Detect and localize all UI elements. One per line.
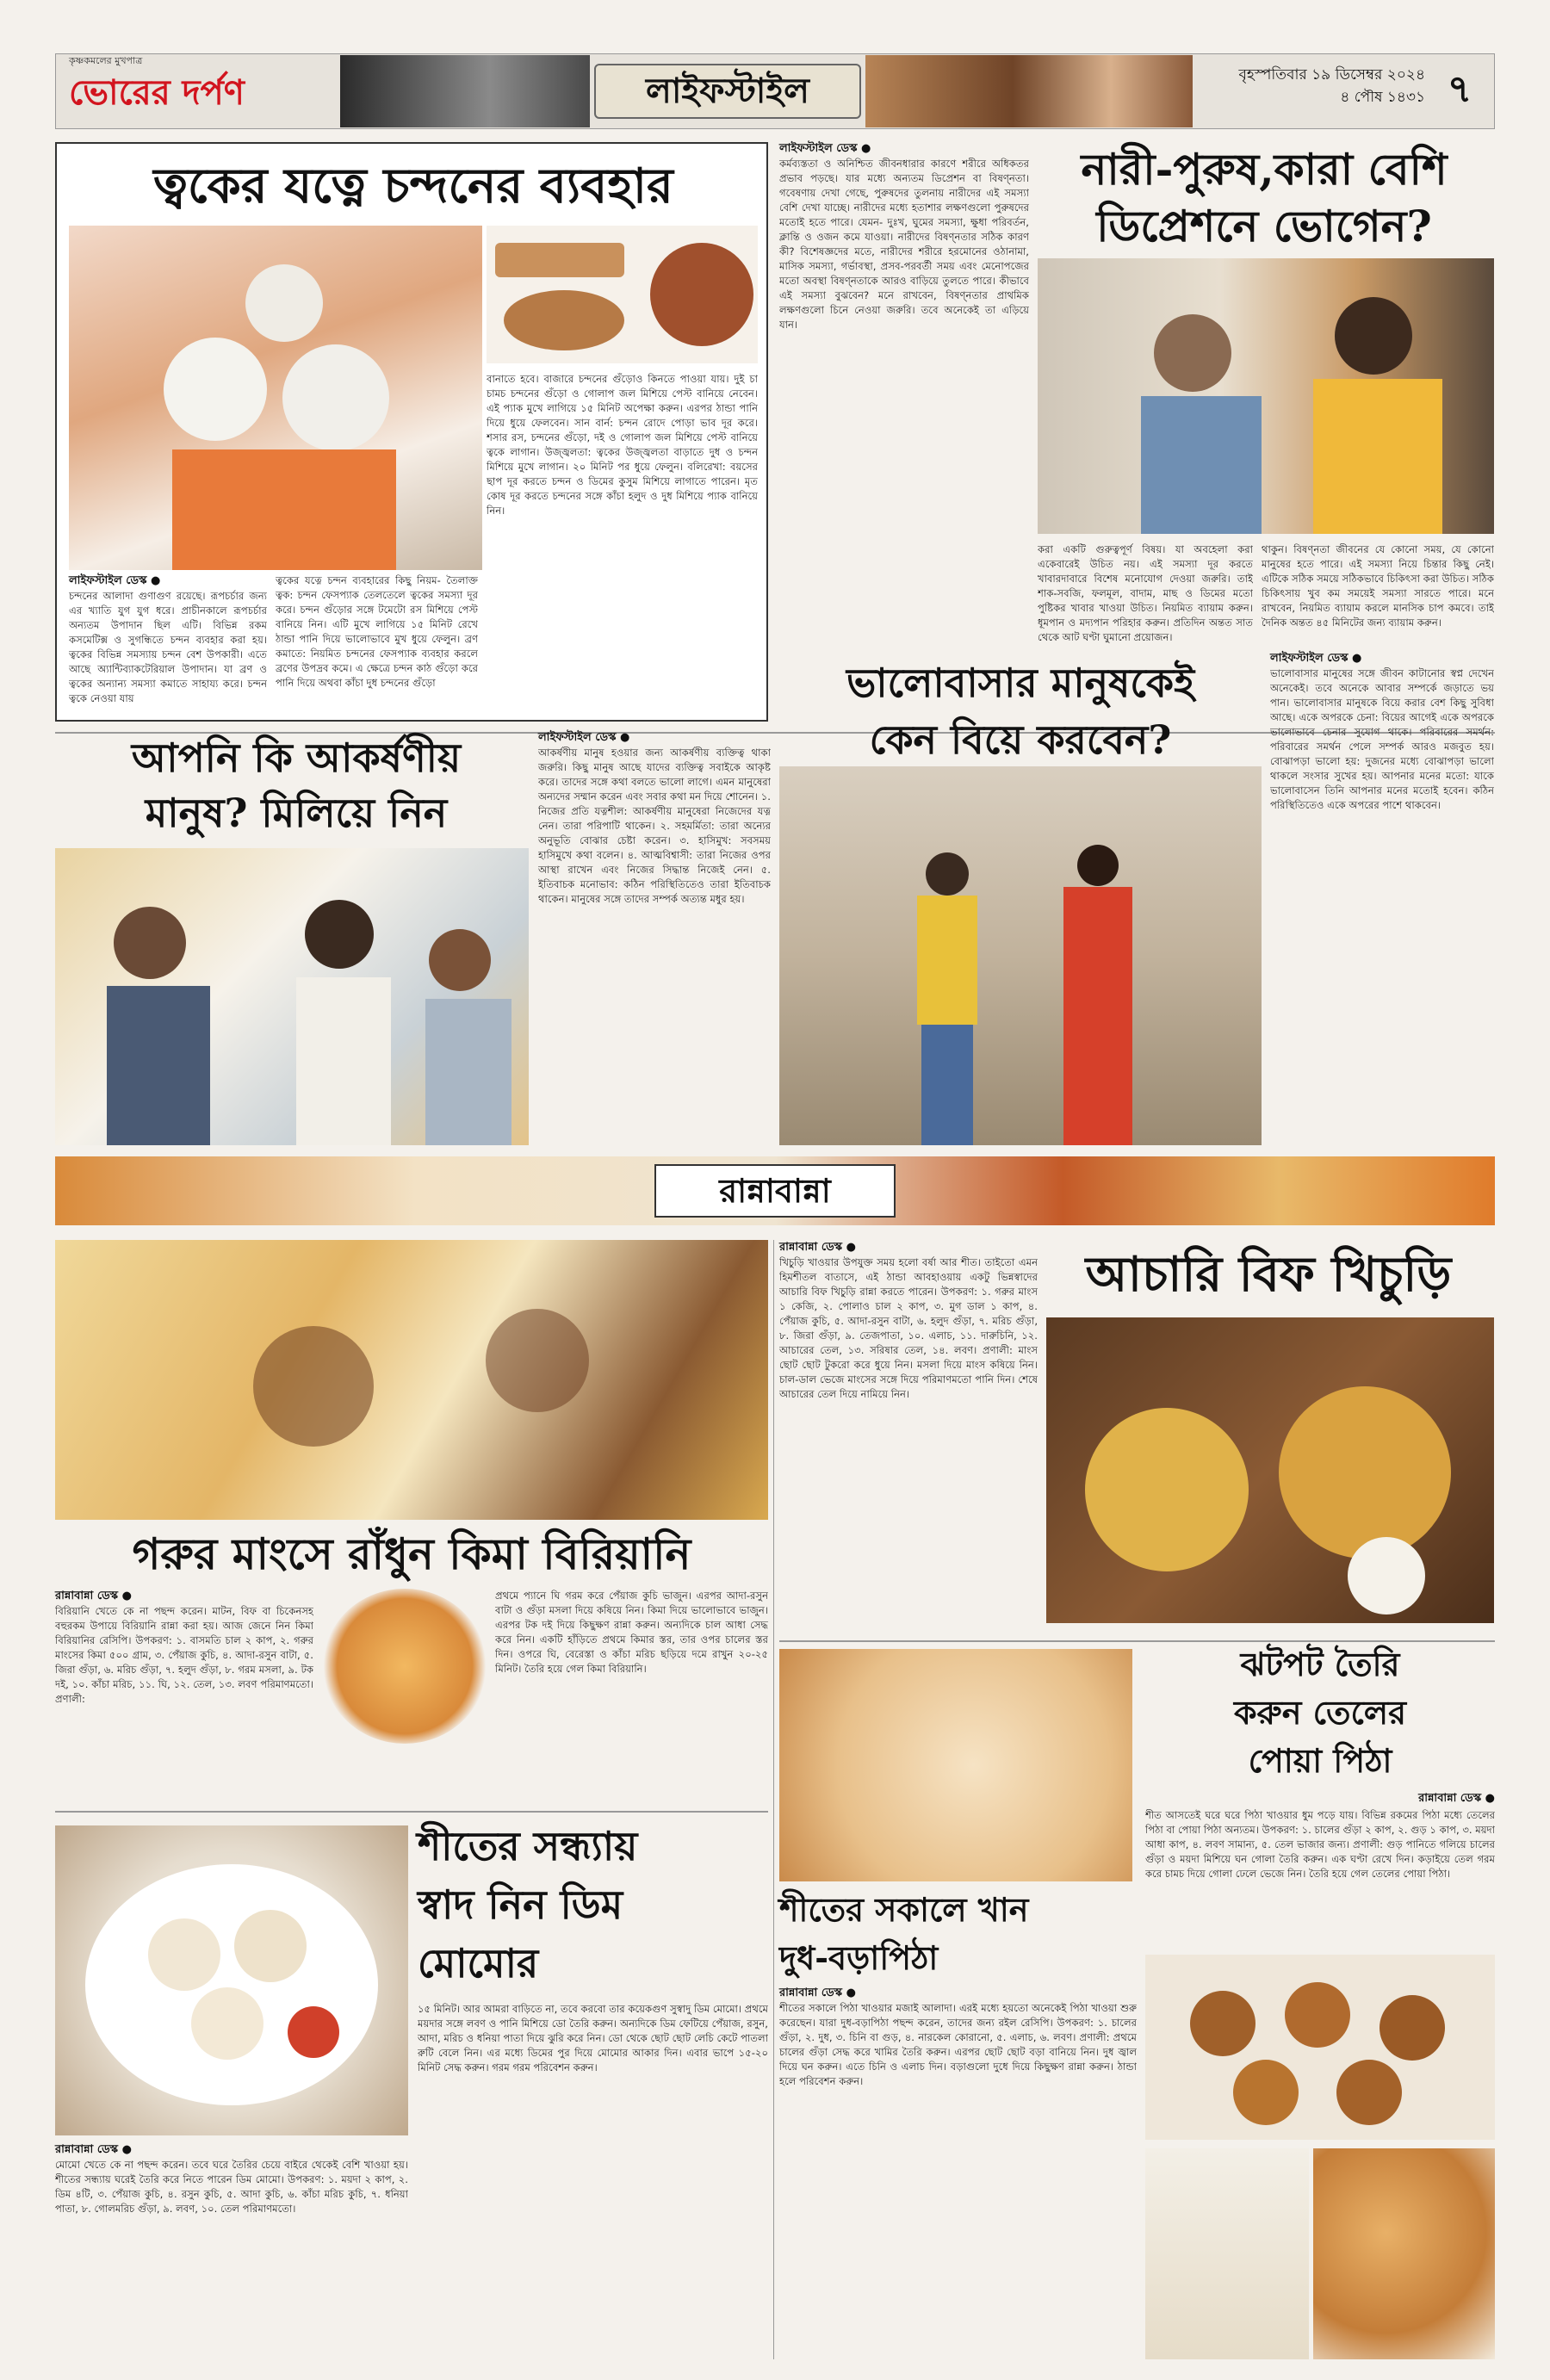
marriage-headline-line2: কেন বিয়ে করবেন?: [869, 716, 1172, 763]
poa-pitha-photo: [1145, 1955, 1495, 2140]
milk-glass-photo: [1145, 2148, 1309, 2359]
sandal-col-1: চন্দনের আলাদা গুণাগুণ রয়েছে। রূপচর্চার জন্য এর খ্যাতি যুগ যুগ ধরে। প্রাচীনকালে রূপচর্চার অন্যতম উপাদান ছিল এটি। বিভিন্ন রকম কসমেটিক্স ও সুগন্ধিতে চন্দন ব্যবহার করা হয়। ত্বকের বিভিন্ন সমস্যায় চন্দন বেশ উপকারী। এতে আছে অ্যান্টিব্যাকটেরিয়াল উপাদান। যা ব্রণ ও ত্বকের অন্যান্য সমস্যা কমাতে সাহায্য করে। চন্দন ত্বকে নেওয়া যায়: [69, 590, 267, 704]
attractive-byline: লাইফস্টাইল ডেস্ক ●: [538, 731, 630, 744]
couple-walking-illustration: [779, 766, 1262, 1145]
masthead-photo-hair: [340, 55, 590, 127]
doodh-pitha-byline: রান্নাবান্না ডেস্ক ●: [779, 1986, 856, 1999]
issue-date: [1201, 64, 1425, 108]
face-mask-illustration: [69, 226, 482, 570]
biryani-col-2: প্রথমে প্যানে ঘি গরম করে পেঁয়াজ কুচি ভাজুন। এরপর আদা-রসুন বাটা ও গুঁড়া মসলা দিয়ে কষিয়ে নিন। কিমা দিয়ে ভালোভাবে ভাজুন। এরপর টক দই দিয়ে কিছুক্ষণ রান্না করুন। অন্যদিকে চাল আধা সেদ্ধ করে নিন। একটি হাঁড়িতে প্রথমে কিমার স্তর, তার ওপর চালের স্তর দিন। ওপরে ঘি, বেরেস্তা ও কাঁচা মরিচ ছড়িয়ে দমে রাখুন ২০-২৫ মিনিট। তৈরি হয়ে গেল কিমা বিরিয়ানি।: [495, 1590, 768, 1675]
newspaper-logo: [69, 55, 327, 119]
biryani-photo: [55, 1240, 768, 1520]
depression-headline-line1: নারী-পুরুষ,কারা বেশি: [1081, 144, 1448, 195]
biryani-col-1: বিরিয়ানি খেতে কে না পছন্দ করেন। মাটন, বিফ বা চিকেনসহ বহুরকম উপায়ে বিরিয়ানি রান্না করা হয়। আজ জেনে নিন কিমা বিরিয়ানির রেসিপি। উপকরণ: ১. বাসমতি চাল ২ কাপ, ২. গরুর মাংসের কিমা ৫০০ গ্রাম, ৩. পেঁয়াজ কুচি, ৪. আদা-রসুন বাটা, ৫. জিরা গুঁড়া, ৬. মরিচ গুঁড়া, ৭. হলুদ গুঁড়া, ৮. গরম মসলা, ৯. টক দই, ১০. কাঁচা মরিচ, ১১. ঘি, ১২. তেল, ১৩. লবণ পরিমাণমতো। প্রণালী:: [55, 1605, 313, 1705]
doodh-pitha-photo: [779, 1649, 1132, 1881]
momo-photo: [55, 1825, 408, 2135]
poa-pitha-headline-line2: করুন তেলের: [1233, 1693, 1407, 1732]
attractive-photo: [55, 848, 529, 1145]
momo-col-2: ১৫ মিনিট। আর আমরা বাড়িতে না, তবে করবো তার কয়েকগুণ সুস্বাদু ডিম মোমো। প্রথমে ময়দার সঙ্গে লবণ ও পানি মিশিয়ে ডো তৈরি করুন। অন্যদিকে ডিম ফেটিয়ে পেঁয়াজ, রসুন, আদা, মরিচ ও ধনিয়া পাতা দিয়ে ঝুরি করে নিন। ডো থেকে ছোট ছোট লেচি কেটে পাতলা রুটি বেলে নিন। এর মধ্যে ডিমের পুর দিয়ে মোমোর আকার দিন। এবার ভাপে ১৫-২০ মিনিট সেদ্ধ করুন। গরম গরম পরিবেশন করুন।: [418, 2003, 768, 2073]
khichuri-body: খিচুড়ি খাওয়ার উপযুক্ত সময় হলো বর্ষা আর শীত। তাইতো এমন হিমশীতল বাতাসে, এই ঠান্ডা আবহাওয়ায় একটু ভিন্নস্বাদের আচারি বিফ খিচুড়ি রান্না করতে পারেন। উপকরণ: ১. গরুর মাংস ১ কেজি, ২. পোলাও চাল ২ কাপ, ৩. মুগ ডাল ১ কাপ, ৪. পেঁয়াজ কুচি, ৫. আদা-রসুন বাটা, ৬. হলুদ গুঁড়া, ৭. মরিচ গুঁড়া, ৮. জিরা গুঁড়া, ৯. তেজপাতা, ১০. এলাচ, ১১. দারুচিনি, ১২. আচারের তেল, ১৩. সরিষার তেল, ১৪. লবণ। প্রণালী: মাংস ছোট ছোট টুকরো করে ধুয়ে নিন। মসলা দিয়ে মাংস কষিয়ে নিন। চাল-ডাল ভেজে মাংসের সঙ্গে দিয়ে পরিমাণমতো পানি দিন। শেষে আচারের তেল দিয়ে নামিয়ে নিন।: [779, 1256, 1038, 1400]
khichuri-photo: [1046, 1317, 1494, 1623]
doodh-pitha-headline-line2: দুধ-বড়াপিঠা: [779, 1938, 939, 1977]
attractive-headline-line2: মানুষ? মিলিয়ে নিন: [145, 790, 448, 836]
sandal-photo: [69, 226, 482, 570]
poa-pitha-headline-line1: ঝটপট তৈরি: [1240, 1645, 1400, 1683]
column-divider: [773, 1240, 774, 2359]
momo-col-1: মোমো খেতে কে না পছন্দ করেন। তবে ঘরে তৈরির চেয়ে বাইরে থেকেই বেশি খাওয়া হয়। শীতের সন্ধ্যায় ঘরেই তৈরি করে নিতে পারেন ডিম মোমো। উপকরণ: ১. ময়দা ২ কাপ, ২. ডিম ৪টি, ৩. পেঁয়াজ কুচি, ৪. রসুন কুচি, ৫. আদা কুচি, ৬. কাঁচা মরিচ কুচি, ৭. ধনিয়া পাতা, ৮. গোলমরিচ গুঁড়া, ৯. লবণ, ১০. তেল পরিমাণমতো।: [55, 2159, 408, 2215]
poa-pitha-headline-line3: পোয়া পিঠা: [1248, 1741, 1392, 1780]
section-label: লাইফস্টাইল: [594, 64, 861, 119]
issue-date-gregorian: বৃহস্পতিবার ১৯ ডিসেম্বর ২০২৪: [1238, 66, 1425, 84]
divider-left-bottom: [55, 1811, 768, 1813]
sandal-byline: লাইফস্টাইল ডেস্ক ●: [69, 574, 161, 587]
khichuri-byline: রান্নাবান্না ডেস্ক ●: [779, 1241, 856, 1254]
sandal-col-3: বানাতে হবে। বাজারে চন্দনের গুঁড়োও কিনতে পাওয়া যায়। দুই চা চামচ চন্দনের গুঁড়ো ও গোলাপ জল মিশিয়ে পেস্ট বানিয়ে নেবেন। এই প্যাক মুখে লাগিয়ে ১৫ মিনিট অপেক্ষা করুন। এরপর ঠান্ডা পানি দিয়ে ধুয়ে ফেলবেন। সান বার্ন: চন্দন রোদে পোড়া ভাব দূর করে। শসার রস, চন্দনের গুঁড়ো, দই ও গোলাপ জল মিশিয়ে পেস্ট বানিয়ে ত্বকে লাগান। উজ্জ্বলতা: ত্বকের উজ্জ্বলতা বাড়াতে দুধ ও চন্দন মিশিয়ে মুখে লাগান। ২০ মিনিট পর ধুয়ে ফেলুন। বলিরেখা: বয়সের ছাপ দূর করতে চন্দন ও ডিমের কুসুম মিশিয়ে লাগাতে পারেন। মৃত কোষ দূর করতে চন্দনের সঙ্গে কাঁচা হলুদ ও দুধ মিশিয়ে প্যাক বানিয়ে নিন।: [487, 373, 758, 517]
biryani-headline: গরুর মাংসে রাঁধুন কিমা বিরিয়ানি: [132, 1528, 691, 1579]
momo-byline: রান্নাবান্না ডেস্ক ●: [55, 2143, 132, 2156]
doodh-pitha-body: শীতের সকালে পিঠা খাওয়ার মজাই আলাদা। এরই মধ্যে হয়তো অনেকেই পিঠা খাওয়া শুরু করেছেন। যারা দুধ-বড়াপিঠা পছন্দ করেন, তাদের জন্য রইল রেসিপি। উপকরণ: ১. চালের গুঁড়া, ২. দুধ, ৩. চিনি বা গুড়, ৪. নারকেল কোরানো, ৫. এলাচ, ৬. লবণ। প্রণালী: প্রথমে চালের গুঁড়া সেদ্ধ করে খামির তৈরি করুন। এরপর ছোট ছোট বড়া বানিয়ে নিন। দুধ জ্বাল দিয়ে ঘন করুন। এতে চিনি ও এলাচ দিন। বড়াগুলো দুধে দিয়ে কিছুক্ষণ রান্না করুন। ঠান্ডা হলে পরিবেশন করুন।: [779, 2002, 1137, 2087]
marriage-headline-line1: ভালোবাসার মানুষকেই: [846, 660, 1194, 706]
depression-byline: লাইফস্টাইল ডেস্ক ●: [779, 142, 871, 155]
marriage-photo: [779, 766, 1262, 1145]
biryani-byline: রান্নাবান্না ডেস্ক ●: [55, 1590, 132, 1602]
issue-date-bengali: ৪ পৌষ ১৪৩১: [1340, 89, 1425, 106]
poa-pitha-byline: রান্নাবান্না ডেস্ক ●: [1418, 1792, 1495, 1805]
momo-headline-line1: শীতের সন্ধ্যায়: [418, 1823, 638, 1869]
rice-texture-illustration: [55, 1240, 768, 1520]
fried-pitha-illustration: [1145, 1955, 1495, 2140]
attractive-headline-line1: আপনি কি আকর্ষণীয়: [131, 734, 462, 781]
khichuri-headline: আচারি বিফ খিচুড়ি: [1085, 1246, 1452, 1303]
masthead-photo-beauty: [865, 55, 1193, 127]
sandalwood-illustration: [487, 226, 758, 363]
doodh-pitha-headline-line1: শীতের সকালে খান: [779, 1890, 1029, 1929]
khichuri-bowls-illustration: [1046, 1317, 1494, 1623]
logo-tagline: কৃষ্ণকমলের মুখপাত্র: [69, 55, 143, 66]
marriage-byline: লাইফস্টাইল ডেস্ক ●: [1270, 652, 1362, 665]
depression-col-3: থাকুন। বিষণ্নতা জীবনের যে কোনো সময়, যে কোনো মানুষের হতে পারে। এই সমস্যা নিয়ে চিন্তার কিছু নেই। এটিকে সঠিক সময়ে সঠিকভাবে চিকিৎসা করা উচিত। সঠিক চিকিৎসায় খুব কম সময়েই সমস্যা সারতে পারে। মনে রাখবেন, নিয়মিত ব্যায়াম করলে মানসিক চাপ কমবে। তাই দৈনিক অন্তত ৪৫ মিনিটের জন্য ব্যায়াম করুন।: [1262, 543, 1494, 629]
sandal-col-2: ত্বকের যত্নে চন্দন ব্যবহারের কিছু নিয়ম- তৈলাক্ত ত্বক: চন্দন ফেসপ্যাক তেলতেলে ত্বকের সমস্যা দূর করে। চন্দন গুঁড়োর সঙ্গে টমেটো রস মিশিয়ে পেস্ট বানিয়ে নিন। এটি মুখে লাগিয়ে ১৫ মিনিট রেখে ঠান্ডা পানি দিয়ে ভালোভাবে মুখ ধুয়ে ফেলুন। ব্রণ কমাতে: নিয়মিত চন্দনের ফেসপ্যাক ব্যবহার করলে ব্রণের উপদ্রব কমে। এ ক্ষেত্রে চন্দন কাঠ গুঁড়ো করে পানি দিয়ে অথবা কাঁচা দুধ চন্দনের গুঁড়ো: [276, 574, 478, 689]
momo-headline-line2: স্বাদ নিন ডিম: [418, 1881, 623, 1928]
depression-col-2: করা একটি গুরুত্বপূর্ণ বিষয়। যা অবহেলা করা একেবারেই উচিত নয়। এই সমস্যা দূর করতে খাবারদাবারে বিশেষ মনোযোগ দেওয়া জরুরি। তাই শাক-সবজি, ফলমূল, বাদাম, মাছ ও ডিমের মতো পুষ্টিকর খাবার খাওয়া উচিত। নিয়মিত ব্যায়াম করুন। ধূমপান ও মদ্যপান পরিহার করুন। প্রতিদিন অন্তত সাত থেকে আট ঘণ্টা ঘুমানো প্রয়োজন।: [1038, 543, 1253, 643]
biryani-bowl-photo: [323, 1589, 487, 1744]
marriage-body: ভালোবাসার মানুষের সঙ্গে জীবন কাটানোর স্বপ্ন দেখেন অনেকেই। তবে অনেকে আবার সম্পর্কে জড়াতে ভয় পান। ভালোবাসার মানুষকে বিয়ে করার বেশ কিছু সুবিধা আছে। একে অপরকে চেনা: বিয়ের আগেই একে অপরকে ভালোভাবে চেনার সুযোগ থাকে। পরিবারের সমর্থন: পরিবারের সমর্থন পেলে সম্পর্ক আরও মজবুত হয়। বোঝাপড়া ভালো হয়: দুজনের মধ্যে বোঝাপড়া ভালো থাকলে সংসার সুখের হয়। আপনার মনের মতো: যাকে ভালোবাসেন তিনি আপনার মনের মতোই হবেন। কঠিন পরিস্থিতিতেও একে অপরের পাশে থাকবেন।: [1270, 667, 1494, 811]
meeting-illustration: [55, 848, 529, 1145]
food-section-label: রান্নাবান্না: [654, 1164, 896, 1218]
page-number: ৭: [1447, 67, 1472, 111]
momo-plate-illustration: [55, 1825, 408, 2135]
momo-headline-line3: মোমোর: [418, 1940, 539, 1986]
couple-illustration: [1038, 258, 1494, 534]
depression-col-1: কর্মব্যস্ততা ও অনিশ্চিত জীবনধারার কারণে শরীরে অধিকতর প্রভাব পড়ছে। যার মধ্যে অন্যতম ডিপ্রেশন বা বিষণ্নতা। গবেষণায় দেখা গেছে, পুরুষদের তুলনায় নারীদের এই সমস্যা বেশি দেখা যাচ্ছে। নারীদের মধ্যে হতাশার লক্ষণগুলো পুরুষদের মতোই হতে পারে। যেমন- দুঃখ, ঘুমের সমস্যা, ক্ষুধা পরিবর্তন, ক্লান্তি ও ওজন কমে যাওয়া। নারীদের বিষণ্নতার সঠিক কারণ কী? বিশেষজ্ঞদের মতে, নারীদের শরীরে হরমোনের ওঠানামা, মাসিক সমস্যা, গর্ভাবস্থা, প্রসব-পরবর্তী সময় এবং মেনোপজের মতো অবস্থা বিষণ্নতাকে আরও বাড়িয়ে তুলতে পারে। কীভাবে এই সমস্যা বুঝবেন? মনে রাখবেন, বিষণ্নতার প্রাথমিক লক্ষণগুলো চিনে নেওয়া জরুরি। তবে অনেকেই তা এড়িয়ে যান।: [779, 158, 1029, 331]
sandalwood-powder-photo: [487, 226, 758, 363]
attractive-body: আকর্ষণীয় মানুষ হওয়ার জন্য আকর্ষণীয় ব্যক্তিত্ব থাকা জরুরি। কিছু মানুষ আছে যাদের ব্যক্তিত্ব সবাইকে আকৃষ্ট করে। তাদের সঙ্গে কথা বলতে ভালো লাগে। এমন মানুষেরা অন্যদের সম্মান করেন এবং সবার কথা মন দিয়ে শোনেন। ১. নিজের প্রতি যত্নশীল: আকর্ষণীয় মানুষেরা নিজেদের যত্ন নেন। তারা পরিপাটি থাকেন। ২. সহমর্মিতা: তারা অন্যের অনুভূতি বোঝার চেষ্টা করেন। ৩. হাসিমুখ: সবসময় হাসিমুখে কথা বলেন। ৪. আত্মবিশ্বাসী: তারা নিজের ওপর আস্থা রাখেন এবং নিজের সিদ্ধান্ত নিজেই নেন। ৫. ইতিবাচক মনোভাব: কঠিন পরিস্থিতিতেও তারা ইতিবাচক থাকেন। মানুষের সঙ্গে তাদের সম্পর্ক অত্যন্ত মধুর হয়।: [538, 747, 771, 905]
logo-text: ভোরের দর্পণ: [69, 72, 245, 113]
poa-pitha-closeup-photo: [1313, 2148, 1495, 2359]
depression-photo: [1038, 258, 1494, 534]
sandal-headline: ত্বকের যত্নে চন্দনের ব্যবহার: [153, 158, 673, 214]
depression-headline-line2: ডিপ্রেশনে ভোগেন?: [1096, 201, 1432, 251]
poa-pitha-body: শীত আসতেই ঘরে ঘরে পিঠা খাওয়ার ধুম পড়ে যায়। বিভিন্ন রকমের পিঠা মধ্যে তেলের পিঠা বা পোয়া পিঠা অন্যতম। উপকরণ: ১. চালের গুঁড়া ২ কাপ, ২. গুড় ১ কাপ, ৩. ময়দা আধা কাপ, ৪. লবণ সামান্য, ৫. তেল ভাজার জন্য। প্রণালী: গুড় পানিতে গলিয়ে চালের গুঁড়া ও ময়দা মিশিয়ে ঘন গোলা তৈরি করুন। এক ঘণ্টা রেখে দিন। কড়াইয়ে তেল গরম করে চামচ দিয়ে গোলা ঢেলে ভেজে নিন। তৈরি হয়ে গেল তেলের পোয়া পিঠা।: [1145, 1809, 1495, 1880]
